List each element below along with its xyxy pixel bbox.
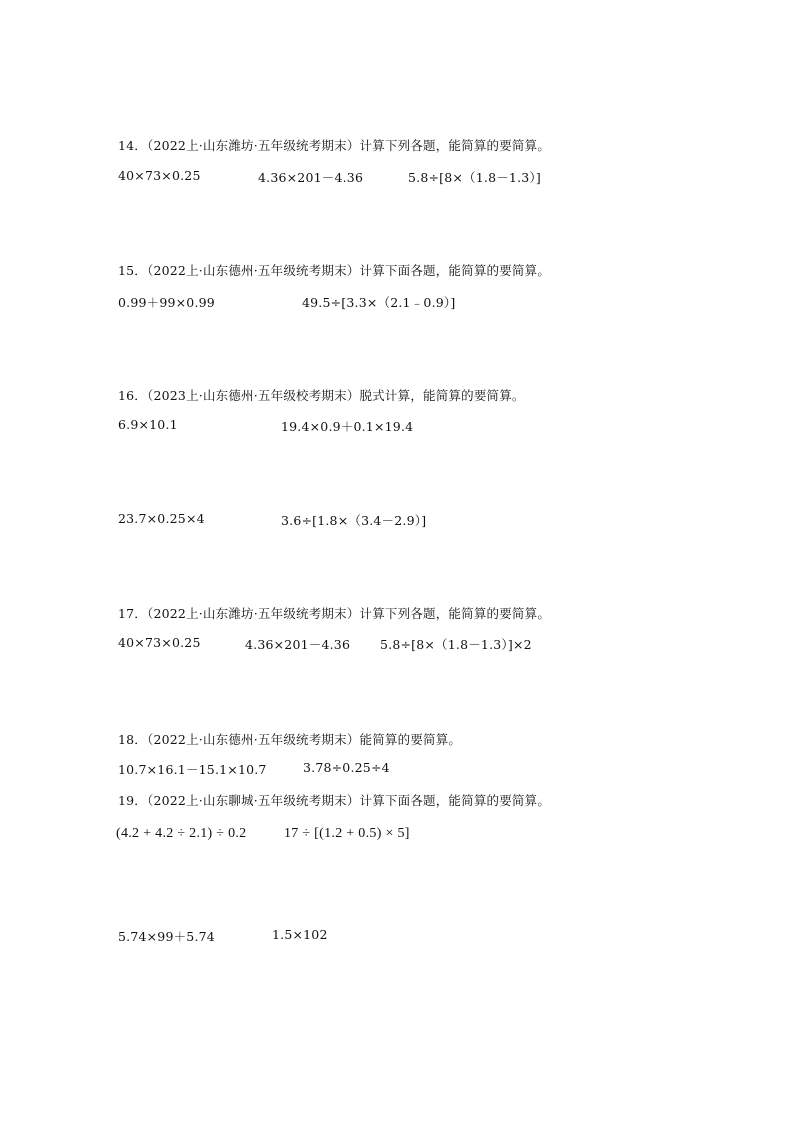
- q17-expr-1: 40×73×0.25: [118, 635, 201, 650]
- q15-expr-1: 0.99＋99×0.99: [118, 295, 215, 310]
- q18-expr-2: 3.78÷0.25÷4: [303, 760, 390, 775]
- question-18-heading: 18．（2022上·山东德州·五年级统考期末）能简算的要简算。: [118, 732, 462, 747]
- question-19-heading: 19．（2022上·山东聊城·五年级统考期末）计算下面各题，能简算的要简算。: [118, 793, 551, 808]
- q18-expr-1: 10.7×16.1－15.1×10.7: [118, 762, 267, 777]
- q15-expr-2: 49.5÷[3.3×（2.1﹣0.9）]: [302, 295, 456, 310]
- q16-expr-4: 3.6÷[1.8×（3.4－2.9）]: [281, 513, 427, 528]
- q19-expr-1: (4.2 + 4.2 ÷ 2.1) ÷ 0.2: [116, 826, 247, 841]
- question-17-heading: 17．（2022上·山东潍坊·五年级统考期末）计算下列各题，能简算的要简算。: [118, 606, 551, 621]
- q17-expr-2: 4.36×201－4.36: [245, 637, 351, 652]
- q19-expr-2: 17 ÷ [(1.2 + 0.5) × 5]: [284, 826, 410, 841]
- q14-expr-2: 4.36×201－4.36: [258, 170, 364, 185]
- question-15-heading: 15．（2022上·山东德州·五年级统考期末）计算下面各题，能简算的要简算。: [118, 263, 551, 278]
- q16-expr-1: 6.9×10.1: [118, 417, 178, 432]
- question-14-heading: 14．（2022上·山东潍坊·五年级统考期末）计算下列各题，能简算的要简算。: [118, 138, 551, 153]
- q14-expr-3: 5.8÷[8×（1.8－1.3）]: [408, 170, 541, 185]
- q17-expr-3: 5.8÷[8×（1.8－1.3）]×2: [380, 637, 532, 652]
- q14-expr-1: 40×73×0.25: [118, 168, 201, 183]
- q16-expr-2: 19.4×0.9＋0.1×19.4: [281, 419, 414, 434]
- question-16-heading: 16．（2023上·山东德州·五年级校考期末）脱式计算，能简算的要简算。: [118, 388, 525, 403]
- q16-expr-3: 23.7×0.25×4: [118, 511, 205, 526]
- q19-expr-4: 1.5×102: [272, 927, 328, 942]
- q19-expr-3: 5.74×99＋5.74: [118, 929, 215, 944]
